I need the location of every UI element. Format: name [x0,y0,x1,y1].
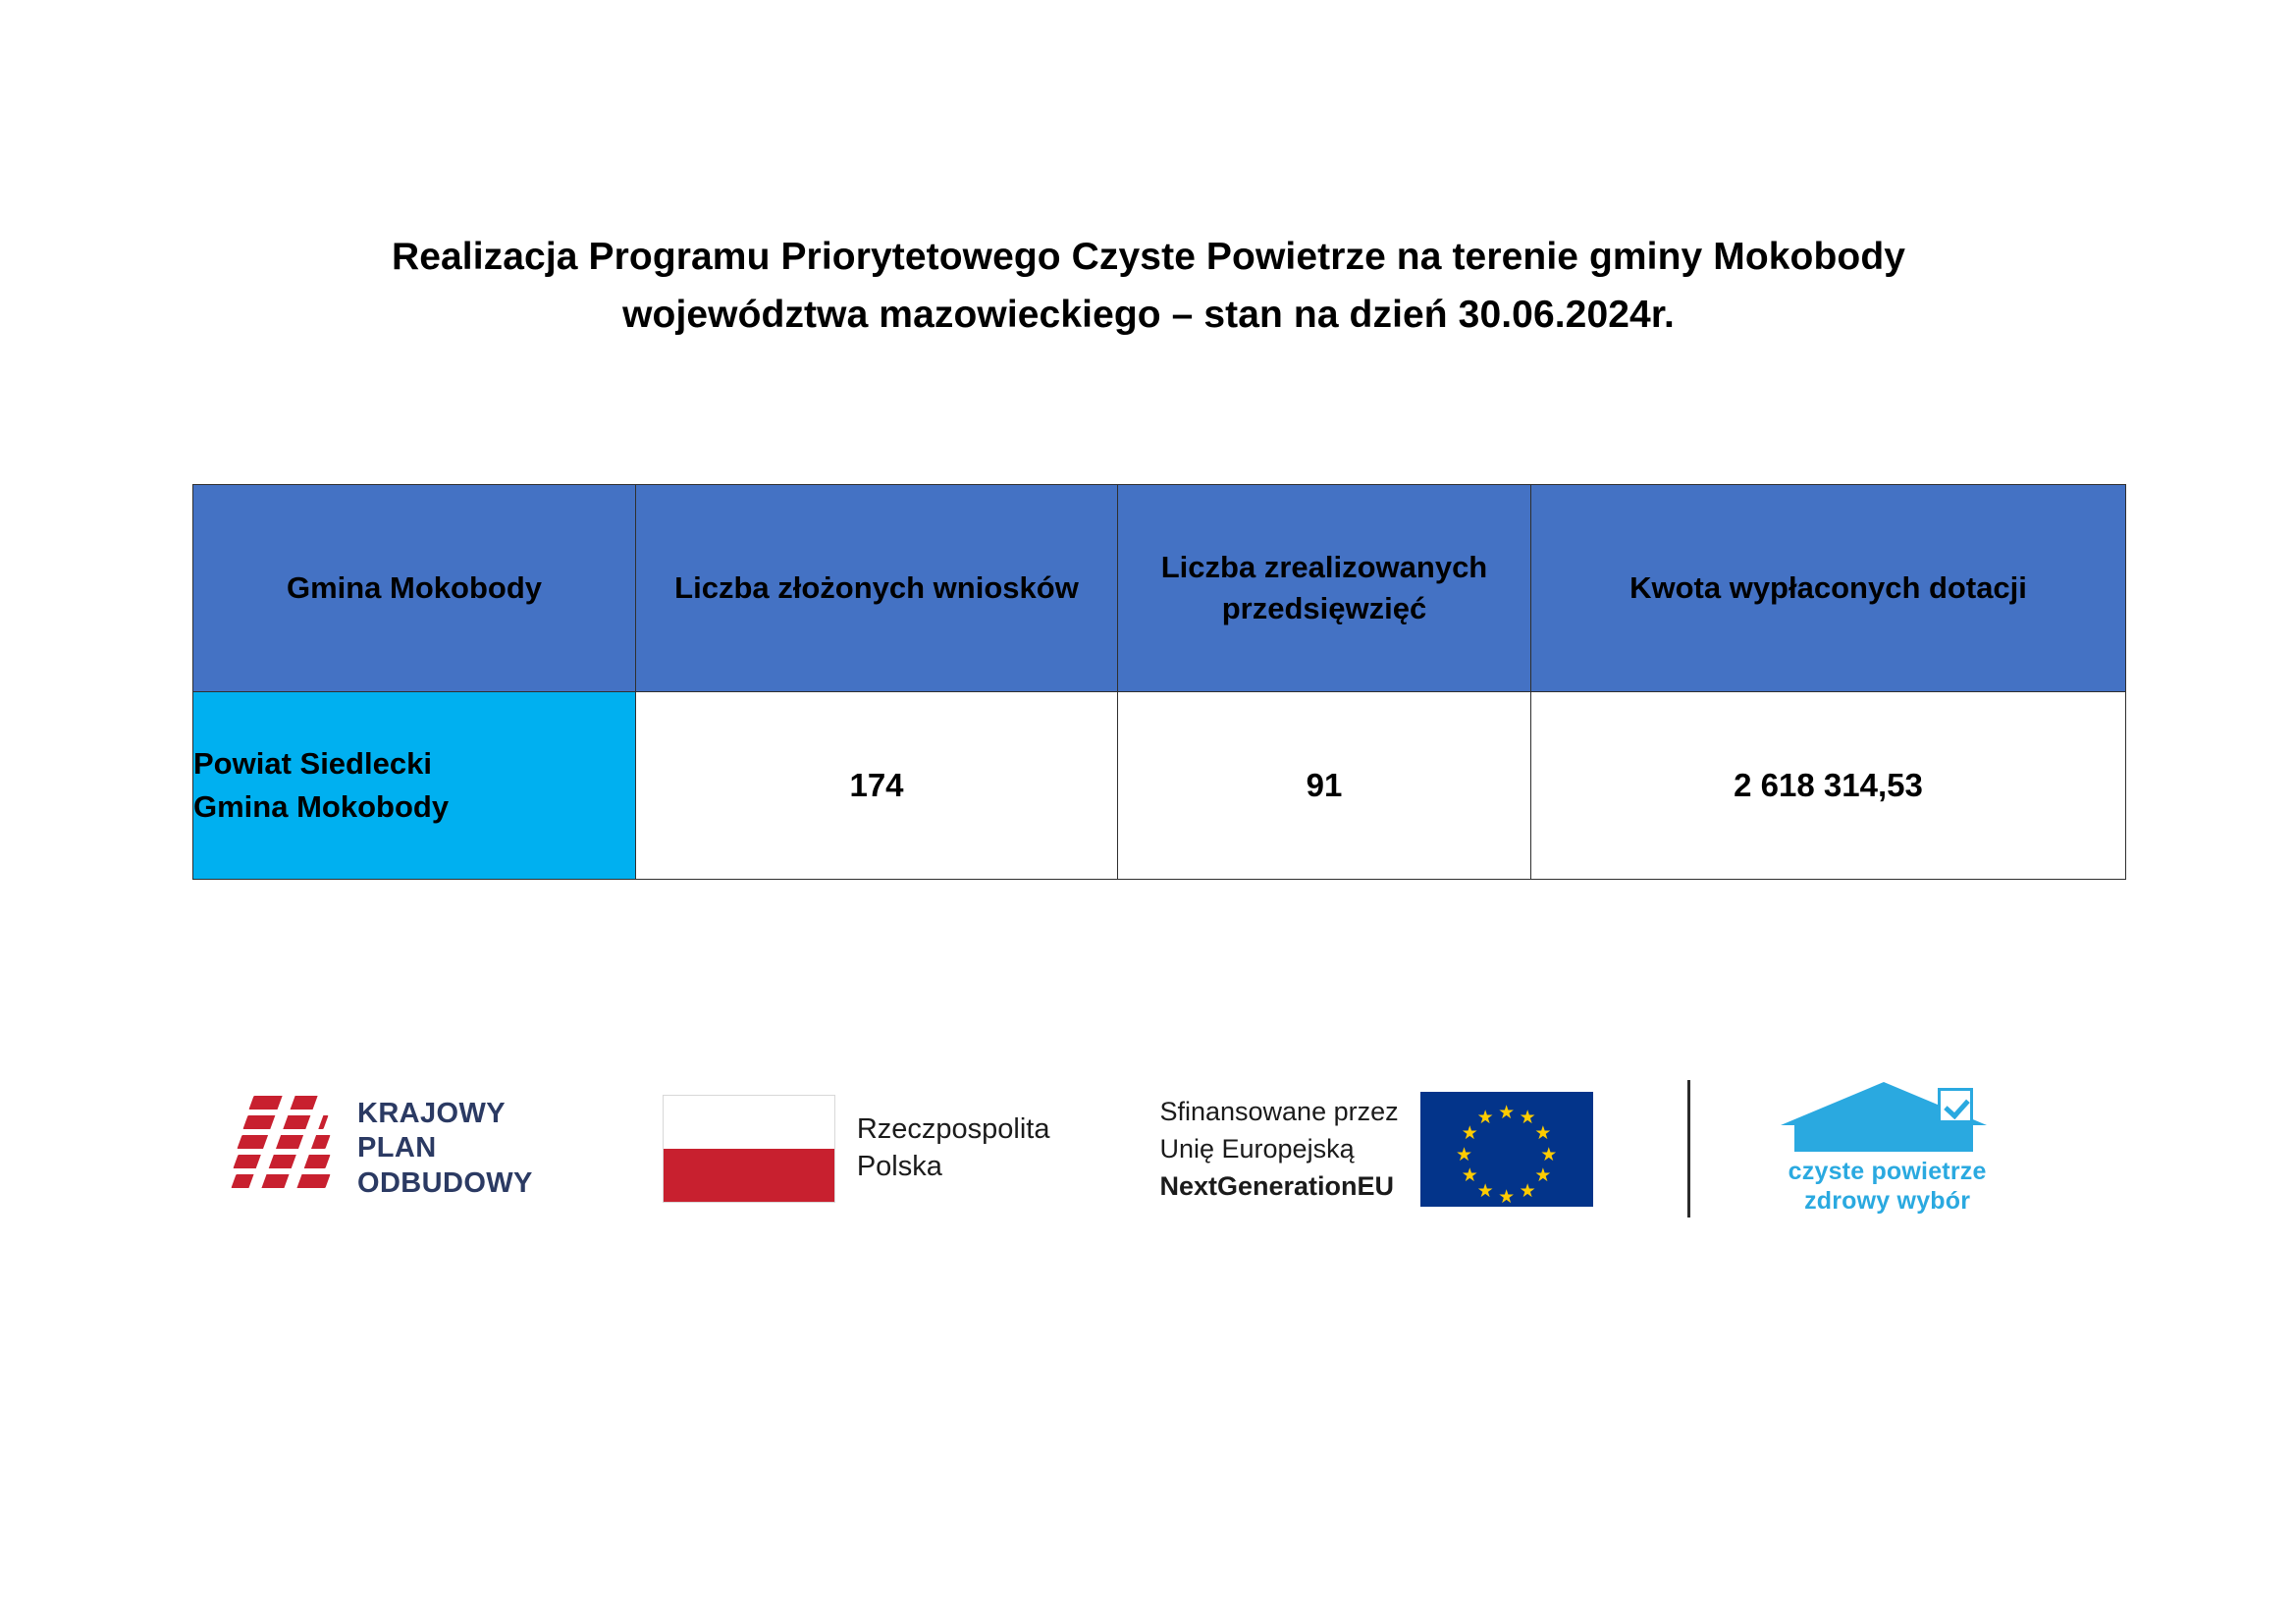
column-header-completed: Liczba zrealizowanych przedsięwzięć [1118,485,1531,692]
row-label-cell [193,692,636,880]
eu-line-2: Unię Europejską [1159,1133,1355,1164]
logo-strip [192,1046,2121,1252]
poland-line-1: Rzeczpospolita [856,1113,1050,1146]
logo-czyste-powietrze [1781,1082,1995,1216]
eu-flag-icon: ★ ★ ★ ★ ★ ★ ★ ★ ★ ★ ★ ★ [1420,1092,1593,1207]
page-title [196,228,2101,345]
row-label-line-1: Powiat Siedlecki [193,745,432,781]
logo-rzeczpospolita-polska [663,1095,1050,1203]
column-header-gmina: Gmina Mokobody [193,485,636,692]
logo-divider [1687,1080,1690,1218]
table-header-row [193,485,2126,692]
cell-completed: 91 [1118,692,1531,880]
kpo-line-3: ODBUDOWY [357,1166,533,1199]
cell-amount: 2 618 314,53 [1531,692,2126,880]
table-row [193,692,2126,880]
poland-line-2: Polska [856,1151,942,1182]
kpo-line-2: PLAN [357,1132,437,1164]
kpo-emblem-icon [234,1094,340,1204]
cp-line-1: czyste powietrze [1788,1158,1987,1185]
kpo-wordmark [357,1097,533,1201]
logo-krajowy-plan-odbudowy [234,1094,533,1204]
logo-european-union [1159,1092,1592,1207]
row-label-line-2: Gmina Mokobody [193,789,450,824]
title-line-1: Realizacja Programu Priorytetowego Czyste Powietrze na terenie gminy Mokobody [391,236,1906,278]
house-check-icon [1781,1082,1987,1151]
results-table [192,484,2126,880]
eu-line-1: Sfinansowane przez [1159,1096,1399,1126]
poland-wordmark [857,1111,1050,1185]
cp-line-2: zdrowy wybór [1804,1187,1971,1215]
column-header-applications: Liczba złożonych wniosków [636,485,1118,692]
cell-applications: 174 [636,692,1118,880]
column-header-amount: Kwota wypłaconych dotacji [1531,485,2126,692]
kpo-line-1: KRAJOWY [357,1097,507,1129]
poland-flag-icon [663,1095,835,1203]
czyste-powietrze-wordmark [1781,1157,1995,1216]
title-line-2: województwa mazowieckiego – stan na dzień 30.06.2024r. [622,294,1675,337]
eu-line-3: NextGenerationEU [1159,1171,1395,1202]
eu-wordmark [1159,1093,1398,1206]
